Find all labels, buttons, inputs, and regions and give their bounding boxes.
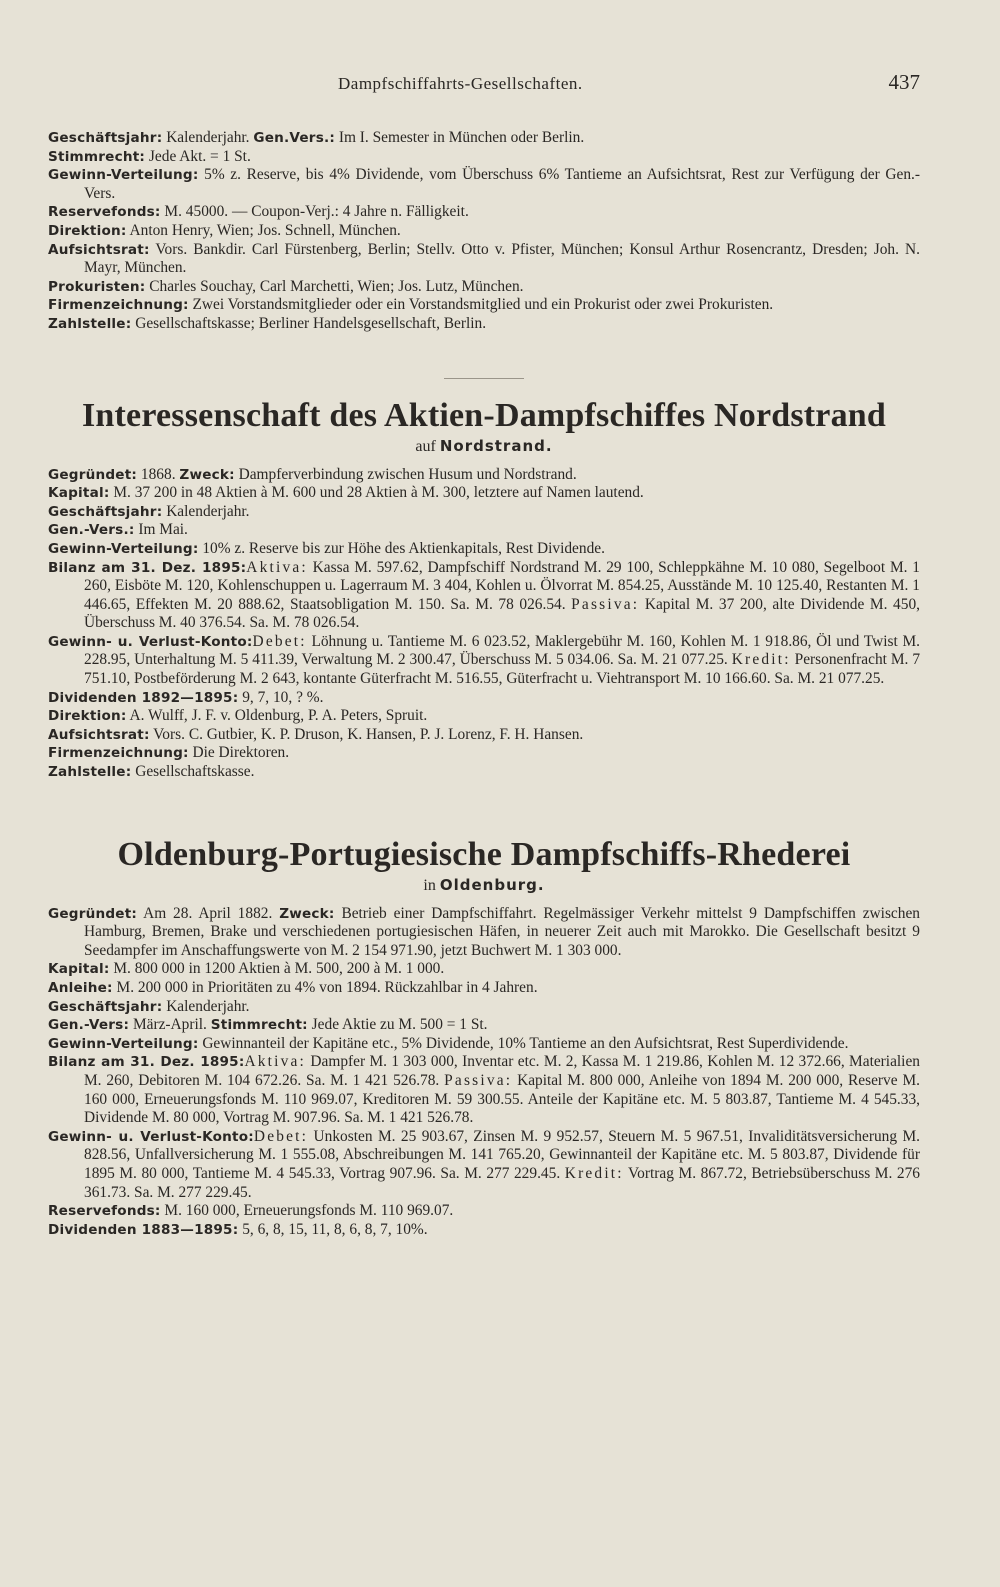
entry-paragraph xyxy=(48,278,920,297)
running-title: Dampfschiffahrts-Gesellschaften. xyxy=(338,74,583,93)
field-key: Zweck: xyxy=(279,905,335,922)
entry-paragraph xyxy=(48,1202,920,1221)
field-value: Vors. C. Gutbier, K. P. Druson, K. Hansen, P. J. Lorenz, F. H. Hansen. xyxy=(149,725,584,743)
running-head xyxy=(338,70,920,95)
field-value: Gewinnanteil der Kapitäne etc., 5% Dividende, 10% Tantieme an den Aufsichtsrat, Rest Superdividende. xyxy=(198,1034,849,1052)
page-number: 437 xyxy=(888,70,920,94)
field-value: M. 200 000 in Prioritäten zu 4% von 1894. Rückzahlbar in 4 Jahren. xyxy=(112,979,538,996)
account-side-label: Aktiva: xyxy=(246,558,308,576)
entry-paragraph xyxy=(48,960,920,979)
field-key: Gegründet: xyxy=(48,466,138,483)
field-value: Kalenderjahr. xyxy=(162,502,250,520)
entry-paragraph xyxy=(48,726,920,745)
field-value: Jede Akt. = 1 St. xyxy=(145,147,251,165)
field-key: Zweck: xyxy=(179,466,235,483)
field-value: A. Wulff, J. F. v. Oldenburg, P. A. Peters, Spruit. xyxy=(126,707,428,725)
field-key: Bilanz am 31. Dez. 1895: xyxy=(48,1054,245,1071)
field-value: 5, 6, 8, 15, 11, 8, 6, 8, 7, 10%. xyxy=(238,1220,428,1238)
section-divider xyxy=(444,378,524,379)
entry-paragraph xyxy=(48,1221,920,1240)
field-value: Am 28. April 1882. xyxy=(137,904,280,922)
field-value: Dampferverbindung zwischen Husum und Nordstrand. xyxy=(234,465,577,483)
field-value: 5% z. Reserve, bis 4% Dividende, vom Überschuss 6% Tantieme an Aufsichtsrat, Rest zur Verfügung der Gen.-Vers. xyxy=(84,166,920,202)
field-key: Dividenden 1883—1895: xyxy=(48,1221,239,1238)
field-value: M. 45000. — Coupon-Verj.: 4 Jahre n. Fälligkeit. xyxy=(160,203,469,221)
field-key: Reservefonds: xyxy=(48,204,161,221)
field-value: Vors. Bankdir. Carl Fürstenberg, Berlin; Stellv. Otto v. Pfister, München; Konsul Arthur Rosencrantz, Dresden; Joh. N. Mayr, München. xyxy=(84,240,920,277)
entry-paragraph xyxy=(48,979,920,998)
entry-paragraph xyxy=(48,540,920,559)
field-value: Kalenderjahr. xyxy=(162,129,254,146)
company-seat-nordstrand xyxy=(48,437,920,456)
entry-nordstrand xyxy=(48,466,920,782)
field-value: 10% z. Reserve bis zur Höhe des Aktienkapitals, Rest Dividende. xyxy=(198,539,605,557)
field-key: Dividenden 1892—1895: xyxy=(48,689,239,706)
account-side-label: Passiva: xyxy=(444,1071,513,1089)
field-value: Kapital M. 37 200, alte Dividende M. 450, Überschuss M. 40 376.54. Sa. M. 78 026.54. xyxy=(84,595,920,632)
field-value: Löhnung u. Tantieme M. 6 023.52, Maklergebühr M. 160, Kohlen M. 1 918.86, Öl und Twist M. 228.95, Unterhaltung M. 5 411.39, Verwaltung M. 2 300.47, Überschuss M. 5 034.06. Sa. M. 21 077.25. xyxy=(84,632,920,669)
entry-paragraph xyxy=(48,484,920,503)
entry-paragraph xyxy=(48,559,920,633)
entry-paragraph xyxy=(48,1035,920,1054)
entry-paragraph xyxy=(48,503,920,522)
field-value: 1868. xyxy=(137,465,180,483)
field-key: Reservefonds: xyxy=(48,1203,161,1220)
account-side-label: Kredit: xyxy=(731,651,791,669)
field-key: Kapital: xyxy=(48,961,110,978)
field-value: Kapital M. 800 000, Anleihe von 1894 M. 200 000, Reserve M. 160 000, Erneuerungsfonds M. 110 969.07, Kreditoren M. 59 300.55. Anteile der Kapitäne etc. M. 5 803.87, Tantieme M. 4 545.33, Dividende M. 80 000, Vortrag M. 907.96. Sa. M. 1 421 526.78. xyxy=(84,1071,920,1127)
company-title-nordstrand: Interessenschaft des Aktien-Dampfschiffes Nordstrand xyxy=(81,396,887,434)
field-key: Gewinn-Verteilung: xyxy=(48,167,199,184)
field-key: Gewinn-Verteilung: xyxy=(48,540,199,557)
field-key: Firmenzeichnung: xyxy=(48,745,189,762)
field-key: Bilanz am 31. Dez. 1895: xyxy=(48,559,247,576)
field-key: Direktion: xyxy=(48,708,127,725)
field-value: Gesellschaftskasse. xyxy=(131,763,255,781)
entry-paragraph xyxy=(48,1128,920,1202)
entry-paragraph xyxy=(48,1053,920,1127)
field-key: Aufsichtsrat: xyxy=(48,726,150,743)
seat-prefix: in xyxy=(423,876,440,894)
entry-previous-company xyxy=(48,129,920,334)
field-value: Unkosten M. 25 903.67, Zinsen M. 9 952.57, Steuern M. 5 967.51, Invaliditätsversicherung M. 828.56, Unfallversicherung M. 1 555.08, Abschreibungen M. 141 765.20, Gewinnanteil der Kapitäne etc. M. 5 803.87, Dividende für 1895 M. 80 000, Tantieme M. 4 545.33, Vortrag 907.96. Sa. M. 277 229.45. xyxy=(84,1127,920,1182)
field-key: Gewinn- u. Verlust-Konto: xyxy=(48,1128,254,1145)
field-key: Gen.Vers.: xyxy=(253,130,335,146)
field-value: Jede Aktie zu M. 500 = 1 St. xyxy=(307,1016,488,1034)
entry-paragraph xyxy=(48,315,920,334)
account-side-label: Passiva: xyxy=(571,595,640,613)
field-value: 9, 7, 10, ? %. xyxy=(238,688,324,706)
entry-paragraph xyxy=(48,1016,920,1035)
field-key: Prokuristen: xyxy=(48,278,146,295)
entry-paragraph xyxy=(48,241,920,278)
field-value: Im Mai. xyxy=(134,521,188,539)
field-key: Zahlstelle: xyxy=(48,315,132,332)
account-side-label: Debet: xyxy=(253,1127,309,1145)
field-value: Dampfer M. 1 303 000, Inventar etc. M. 2, Kassa M. 1 219.86, Kohlen M. 12 372.66, Materialien M. 260, Debitoren M. 104 672.26. Sa. M. 1 421 526.78. xyxy=(84,1053,920,1089)
field-value: März-April. xyxy=(129,1016,211,1034)
field-value: Kalenderjahr. xyxy=(162,997,250,1015)
entry-paragraph xyxy=(48,744,920,763)
field-value: Gesellschaftskasse; Berliner Handelsgesellschaft, Berlin. xyxy=(131,314,487,332)
entry-paragraph xyxy=(48,148,920,167)
field-key: Gewinn- u. Verlust-Konto: xyxy=(48,633,253,650)
field-key: Kapital: xyxy=(48,485,110,502)
field-value: M. 37 200 in 48 Aktien à M. 600 und 28 Aktien à M. 300, letztere auf Namen lautend. xyxy=(109,484,644,502)
field-value: M. 800 000 in 1200 Aktien à M. 500, 200 à M. 1 000. xyxy=(109,960,445,978)
field-value: Vortrag M. 867.72, Betriebsüberschuss M. 276 361.73. Sa. M. 277 229.45. xyxy=(84,1164,920,1201)
field-key: Direktion: xyxy=(48,222,127,239)
field-key: Gegründet: xyxy=(48,905,138,922)
account-side-label: Aktiva: xyxy=(244,1053,307,1071)
account-side-label: Debet: xyxy=(252,632,307,650)
field-key: Stimmrecht: xyxy=(210,1017,308,1034)
field-value: Anton Henry, Wien; Jos. Schnell, München. xyxy=(126,221,401,239)
field-key: Anleihe: xyxy=(48,980,113,996)
entry-paragraph xyxy=(48,203,920,222)
field-key: Gen.-Vers: xyxy=(48,1017,130,1034)
field-key: Geschäftsjahr: xyxy=(48,130,163,146)
field-key: Stimmrecht: xyxy=(48,148,146,165)
entry-oldenburg xyxy=(48,905,920,1240)
field-key: Geschäftsjahr: xyxy=(48,998,163,1015)
entry-paragraph xyxy=(48,466,920,485)
seat-prefix: auf xyxy=(415,437,440,455)
field-value: Charles Souchay, Carl Marchetti, Wien; Jos. Lutz, München. xyxy=(145,277,524,295)
field-value: Betrieb einer Dampfschiffahrt. Regelmässiger Verkehr mittelst 9 Dampfschiffen zwischen Hamburg, Bremen, Brake und verschiedenen portugiesischen Häfen, in neuerer Zeit auch mit Marokko. Die Gesellschaft besitzt 9 Seedampfer im Anschaffungswerte von M. 2 154 971.90, jetzt Buchwert M. 1 303 000. xyxy=(84,904,920,959)
field-value: M. 160 000, Erneuerungsfonds M. 110 969.07. xyxy=(160,1202,454,1220)
field-key: Firmenzeichnung: xyxy=(48,297,189,314)
entry-paragraph xyxy=(48,222,920,241)
entry-paragraph xyxy=(48,296,920,315)
field-value: Die Direktoren. xyxy=(188,744,290,762)
field-value: Zwei Vorstandsmitglieder oder ein Vorstandsmitglied und ein Prokurist oder zwei Prokuristen. xyxy=(188,296,774,314)
seat-name: Oldenburg. xyxy=(439,875,545,894)
field-value: Im I. Semester in München oder Berlin. xyxy=(335,129,585,146)
entry-paragraph xyxy=(48,166,920,203)
entry-paragraph xyxy=(48,763,920,782)
company-title-oldenburg: Oldenburg-Portugiesische Dampfschiffs-Rhederei xyxy=(117,835,851,873)
field-key: Geschäftsjahr: xyxy=(48,503,163,520)
field-value: Kassa M. 597.62, Dampfschiff Nordstrand M. 29 100, Schleppkähne M. 10 080, Segelboot M. 1 260, Eisböte M. 120, Kohlenschuppen u. Lagerraum M. 3 404, Kohlen u. Ölvorrat M. 854.25, Ausstände M. 10 125.40, Restanten M. 1 446.65, Effekten M. 20 888.62, Staatsobligation M. 150. Sa. M. 78 026.54. xyxy=(84,558,920,613)
company-seat-oldenburg xyxy=(48,876,920,895)
entry-paragraph xyxy=(48,633,920,689)
field-key: Gewinn-Verteilung: xyxy=(48,1035,199,1052)
entry-paragraph xyxy=(48,689,920,708)
seat-name: Nordstrand. xyxy=(439,436,553,455)
entry-paragraph xyxy=(48,129,920,148)
field-key: Gen.-Vers.: xyxy=(48,522,135,539)
entry-paragraph xyxy=(48,521,920,540)
entry-paragraph xyxy=(48,998,920,1017)
entry-paragraph xyxy=(48,905,920,961)
field-key: Aufsichtsrat: xyxy=(48,241,150,258)
account-side-label: Kredit: xyxy=(564,1164,624,1182)
entry-paragraph xyxy=(48,707,920,726)
field-value: Personenfracht M. 7 751.10, Postbeförderung M. 2 643, kontante Güterfracht M. 516.55, Güterfracht u. Viehtransport M. 10 166.60. Sa. M. 21 077.25. xyxy=(84,651,921,688)
field-key: Zahlstelle: xyxy=(48,764,132,781)
